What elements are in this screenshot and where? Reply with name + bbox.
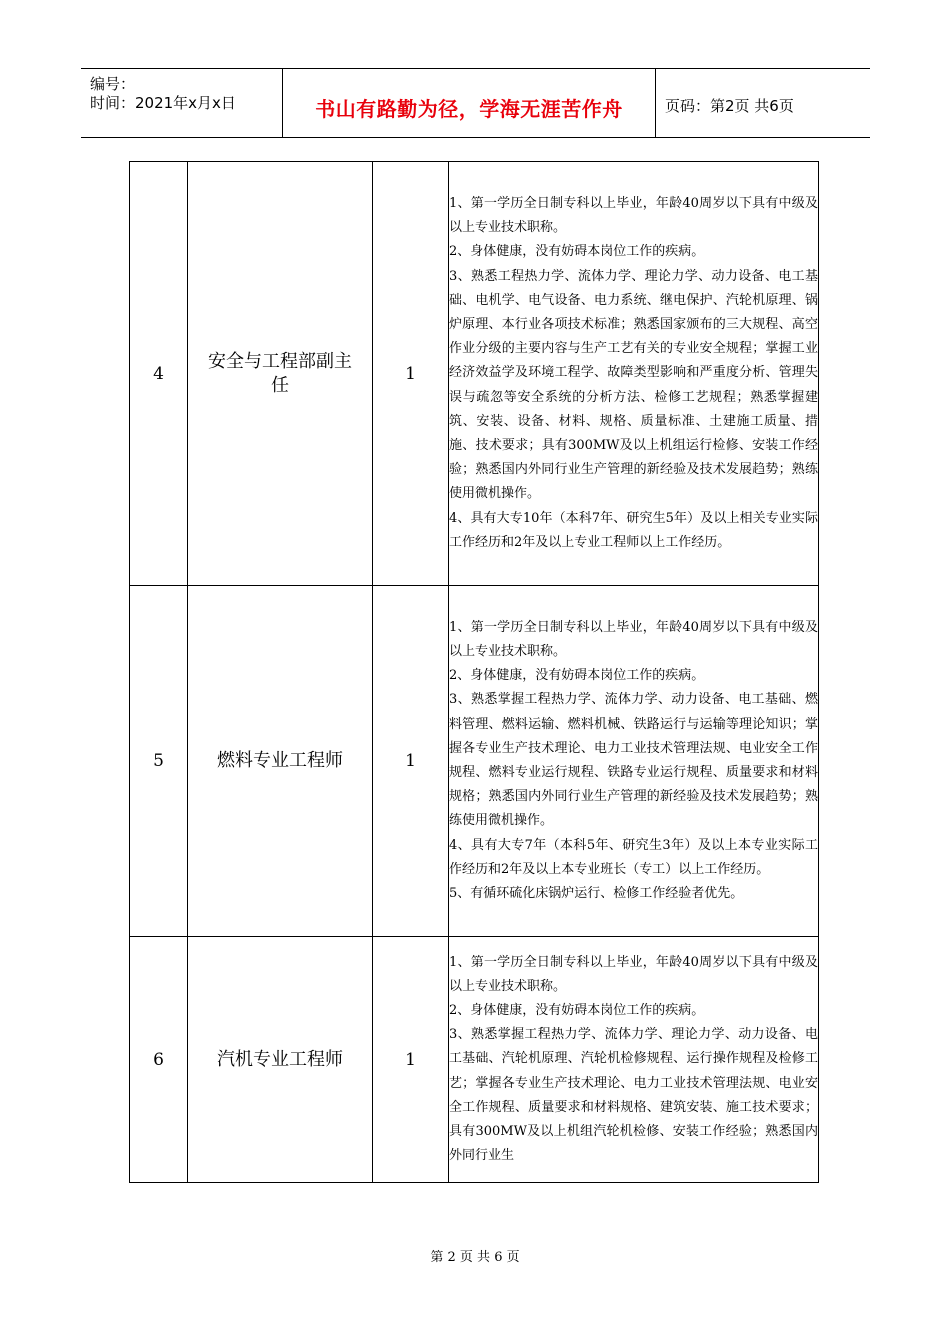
header-page-cell bbox=[656, 69, 870, 137]
position-requirements bbox=[449, 586, 819, 937]
page-header bbox=[81, 68, 870, 138]
table-row bbox=[130, 937, 819, 1183]
table-row bbox=[130, 586, 819, 937]
requirement-item: 5、有循环硫化床锅炉运行、检修工作经验者优先。 bbox=[449, 886, 744, 902]
requirement-item: 1、第一学历全日制专科以上毕业，年龄40周岁以下具有中级及以上专业技术职称。 bbox=[449, 195, 818, 236]
row-number: 5 bbox=[130, 586, 188, 937]
requirement-item: 1、第一学历全日制专科以上毕业，年龄40周岁以下具有中级及以上专业技术职称。 bbox=[449, 954, 818, 994]
document-time-label: 时间：2021年x月x日 bbox=[90, 94, 236, 112]
header-motto-cell bbox=[283, 69, 656, 137]
requirement-item: 3、熟悉工程热力学、流体力学、理论力学、动力设备、电工基础、电机学、电气设备、电力系统、继电保护、汽轮机原理、锅炉原理、本行业各项技术标准；熟悉国家颁布的三大规程、高空作业分级的主要内容与生产工艺有关的专业安全规程；掌握工业经济效益学及环境工程学、故障类型影响和严重度分析、管理失误与疏忽等安全系统的分析方法、检修工艺规程；熟悉掌握建筑、安装、设备、材料、规格、质量标准、土建施工质量、措施、技术要求；具有300MW及以上机组运行检修、安装工作经验；熟悉国内外同行业生产管理的新经验及技术发展趋势；熟练使用微机操作。 bbox=[449, 268, 818, 502]
header-motto: 书山有路勤为径，学海无涯苦作舟 bbox=[315, 97, 623, 121]
header-page-number: 页码：第2页 共6页 bbox=[665, 97, 794, 115]
requirement-item: 2、身体健康，没有妨碍本岗位工作的疾病。 bbox=[449, 668, 705, 684]
position-requirements bbox=[449, 937, 819, 1183]
row-number: 6 bbox=[130, 937, 188, 1183]
position-title: 燃料专业工程师 bbox=[188, 586, 373, 937]
requirement-item: 3、熟悉掌握工程热力学、流体力学、理论力学、动力设备、电工基础、汽轮机原理、汽轮机检修规程、运行操作规程及检修工艺；掌握各专业生产技术理论、电力工业技术管理法规、电业安全工作规程、质量要求和材料规格、建筑安装、施工技术要求；具有300MW及以上机组汽轮机检修、安装工作经验；熟悉国内外同行业生 bbox=[449, 1027, 818, 1164]
position-count: 1 bbox=[373, 937, 449, 1183]
requirement-item: 4、具有大专10年（本科7年、研究生5年）及以上相关专业实际工作经历和2年及以上专业工程师以上工作经历。 bbox=[449, 510, 818, 550]
row-number: 4 bbox=[130, 162, 188, 586]
position-count: 1 bbox=[373, 162, 449, 586]
position-count: 1 bbox=[373, 586, 449, 937]
header-meta bbox=[81, 69, 283, 137]
requirement-item: 2、身体健康，没有妨碍本岗位工作的疾病。 bbox=[449, 1002, 705, 1018]
position-title: 安全与工程部副主任 bbox=[188, 162, 373, 586]
requirement-item: 3、熟悉掌握工程热力学、流体力学、动力设备、电工基础、燃料管理、燃料运输、燃料机械、铁路运行与运输等理论知识；掌握各专业生产技术理论、电力工业技术管理法规、电业安全工作规程、燃料专业运行规程、铁路专业运行规程、质量要求和材料规格；熟悉国内外同行业生产管理的新经验及技术发展趋势；熟练使用微机操作。 bbox=[449, 692, 818, 829]
requirement-item: 1、第一学历全日制专科以上毕业，年龄40周岁以下具有中级及以上专业技术职称。 bbox=[449, 619, 818, 659]
position-title: 汽机专业工程师 bbox=[188, 937, 373, 1183]
position-requirements bbox=[449, 162, 819, 586]
page-footer-number: 第 2 页 共 6 页 bbox=[430, 1250, 520, 1265]
requirement-item: 4、具有大专7年（本科5年、研究生3年）及以上本专业实际工作经历和2年及以上本专业班长（专工）以上工作经历。 bbox=[449, 837, 818, 877]
job-requirements-table bbox=[129, 161, 819, 1183]
requirement-item: 2、身体健康，没有妨碍本岗位工作的疾病。 bbox=[449, 244, 705, 260]
table-row bbox=[130, 162, 819, 586]
document-number-label: 编号： bbox=[90, 75, 136, 93]
